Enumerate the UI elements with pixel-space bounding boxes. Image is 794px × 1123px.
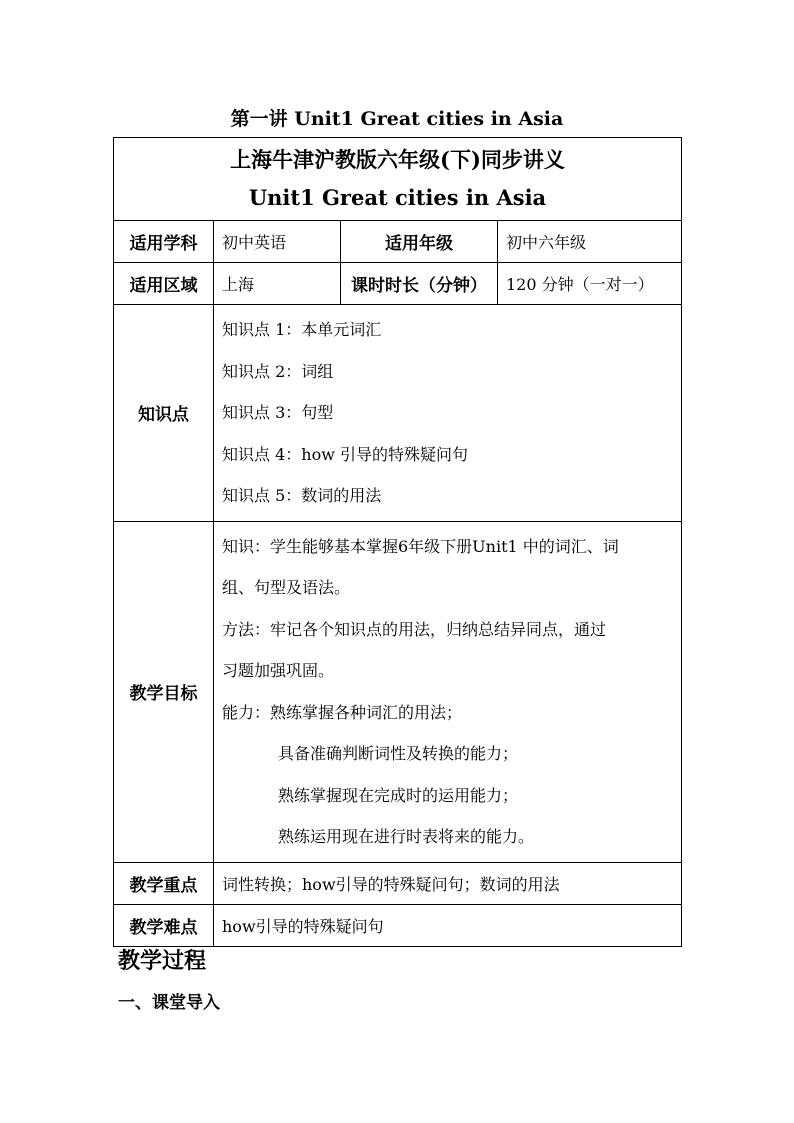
region-row [114,263,682,305]
knowledge-label: 知识点 [114,305,214,522]
focus-label: 教学重点 [114,862,214,904]
table-header [114,138,682,221]
header-line-2: Unit1 Great cities in Asia [248,185,547,210]
knowledge-item: 知识点 2：词组 [222,361,334,381]
objectives-row [114,521,682,862]
objective-line: 熟练掌握现在完成时的运用能力； [278,785,519,805]
region-label: 适用区域 [114,263,214,305]
objective-line: 具备准确判断词性及转换的能力； [278,744,519,763]
difficulty-row [114,904,682,946]
objective-line: 组、句型及语法。 [222,578,351,597]
section1-title: 一、课堂导入 [118,993,220,1013]
objective-line: 熟练运用现在进行时表将来的能力。 [278,827,535,846]
table-header-row [114,138,682,221]
knowledge-item: 知识点 3：句型 [222,403,334,422]
process-title: 教学过程 [118,948,207,974]
objective-line: 方法：牢记各个知识点的用法，归纳总结异同点，通过 [222,619,607,639]
knowledge-row [114,305,682,522]
subject-value: 初中英语 [214,221,341,263]
header-line-1: 上海牛津沪教版六年级(下)同步讲义 [230,147,565,172]
knowledge-item: 知识点 5：数词的用法 [222,486,382,505]
duration-label: 课时时长（分钟） [341,263,498,305]
knowledge-item: 知识点 4：how 引导的特殊疑问句 [222,444,468,464]
duration-value: 120 分钟（一对一） [498,263,682,305]
subject-row [114,221,682,263]
objectives-text [214,521,682,862]
knowledge-item: 知识点 1：本单元词汇 [222,320,382,339]
grade-label: 适用年级 [341,221,498,263]
focus-row [114,862,682,904]
grade-value: 初中六年级 [498,221,682,263]
subject-label: 适用学科 [114,221,214,263]
lesson-info-table [113,137,682,947]
objectives-label: 教学目标 [114,521,214,862]
difficulty-label: 教学难点 [114,904,214,946]
knowledge-list [214,305,682,522]
region-value: 上海 [214,263,341,305]
objective-line: 能力：熟练掌握各种词汇的用法； [222,702,463,722]
objective-line: 习题加强巩固。 [222,661,335,680]
difficulty-value: how引导的特殊疑问句 [214,904,682,946]
lecture-title: 第一讲 Unit1 Great cities in Asia [230,108,564,130]
objective-line: 知识：学生能够基本掌握6年级下册Unit1 中的词汇、词 [222,536,619,556]
focus-value: 词性转换；how引导的特殊疑问句；数词的用法 [214,862,682,904]
